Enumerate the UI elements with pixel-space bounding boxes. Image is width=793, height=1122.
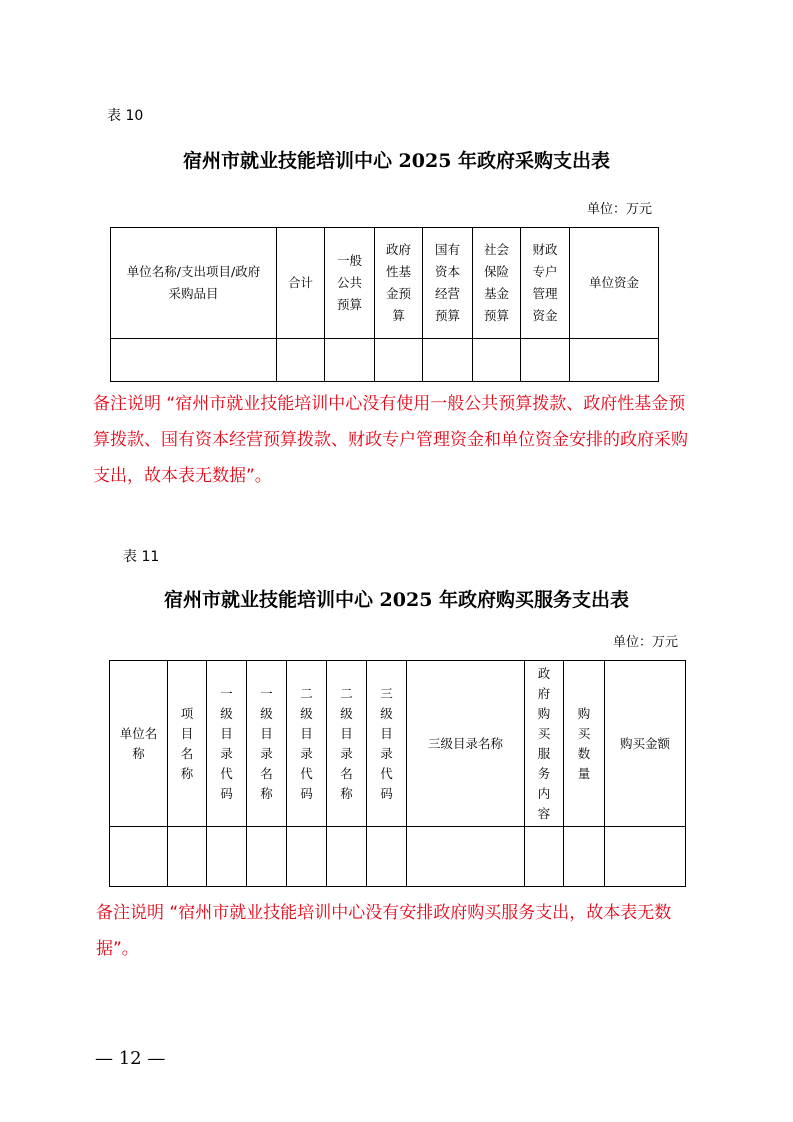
table10-header-cell: 单位资金 (570, 228, 659, 339)
table11-header-cell: 二级目录代码 (287, 661, 327, 827)
table10-cell (277, 339, 325, 382)
table10-cell (473, 339, 521, 382)
table11-header-cell: 三级目录代码 (367, 661, 407, 827)
table10-cell (570, 339, 659, 382)
table11-header-cell: 单位名称 (110, 661, 168, 827)
table11-cell (287, 827, 327, 887)
table10-header-cell: 国有资本经营预算 (423, 228, 473, 339)
table11-header-cell: 二级目录名称 (327, 661, 367, 827)
table10-cell (111, 339, 277, 382)
table11-label: 表 11 (123, 549, 160, 565)
table11-cell (168, 827, 207, 887)
table11-cell (327, 827, 367, 887)
table10-cell (423, 339, 473, 382)
table11-cell (247, 827, 287, 887)
table11-title: 宿州市就业技能培训中心 2025 年政府购买服务支出表 (163, 589, 630, 611)
table10-empty-row (111, 339, 659, 382)
table10-unit: 单位：万元 (586, 202, 652, 217)
table10-header-cell: 合计 (277, 228, 325, 339)
table11-note: 备注说明 “宿州市就业技能培训中心没有安排政府购买服务支出，故本表无数据”。 (96, 903, 672, 959)
table10-header-cell: 财政专户管理资金 (521, 228, 570, 339)
table10-header-cell: 一般公共预算 (325, 228, 375, 339)
table10-cell (521, 339, 570, 382)
table11-unit: 单位：万元 (612, 635, 678, 650)
table11-header-cell: 购买金额 (605, 661, 686, 827)
table11-cell (605, 827, 686, 887)
table10-header-cell: 政府性基金预算 (375, 228, 423, 339)
table10-header-cell: 社会保险基金预算 (473, 228, 521, 339)
table11-cell (564, 827, 605, 887)
table11-header-cell: 购买数量 (564, 661, 605, 827)
table11-cell (110, 827, 168, 887)
table11-header-cell: 项目名称 (168, 661, 207, 827)
table10 (110, 227, 659, 382)
table11-cell (207, 827, 247, 887)
table10-header-row (111, 228, 659, 339)
table10-note: 备注说明 “宿州市就业技能培训中心没有使用一般公共预算拨款、政府性基金预算拨款、国有资本经营预算拨款、财政专户管理资金和单位资金安排的政府采购支出，故本表无数据”。 (93, 394, 688, 486)
table11-header-cell: 三级目录名称 (407, 661, 525, 827)
table11-header-cell: 一级目录代码 (207, 661, 247, 827)
table11-cell (525, 827, 564, 887)
table11-cell (407, 827, 525, 887)
table10-cell (375, 339, 423, 382)
table11-header-cell: 政府购买服务内容 (525, 661, 564, 827)
table10-header-cell: 单位名称/支出项目/政府采购品目 (111, 228, 277, 339)
table11-header-cell: 一级目录名称 (247, 661, 287, 827)
table10-title: 宿州市就业技能培训中心 2025 年政府采购支出表 (182, 150, 611, 172)
page-number: — 12 — (95, 1048, 166, 1069)
table10-label: 表 10 (107, 108, 144, 124)
table11-header-row (110, 661, 686, 827)
table11-cell (367, 827, 407, 887)
table11-empty-row (110, 827, 686, 887)
table11 (109, 660, 686, 887)
table10-cell (325, 339, 375, 382)
